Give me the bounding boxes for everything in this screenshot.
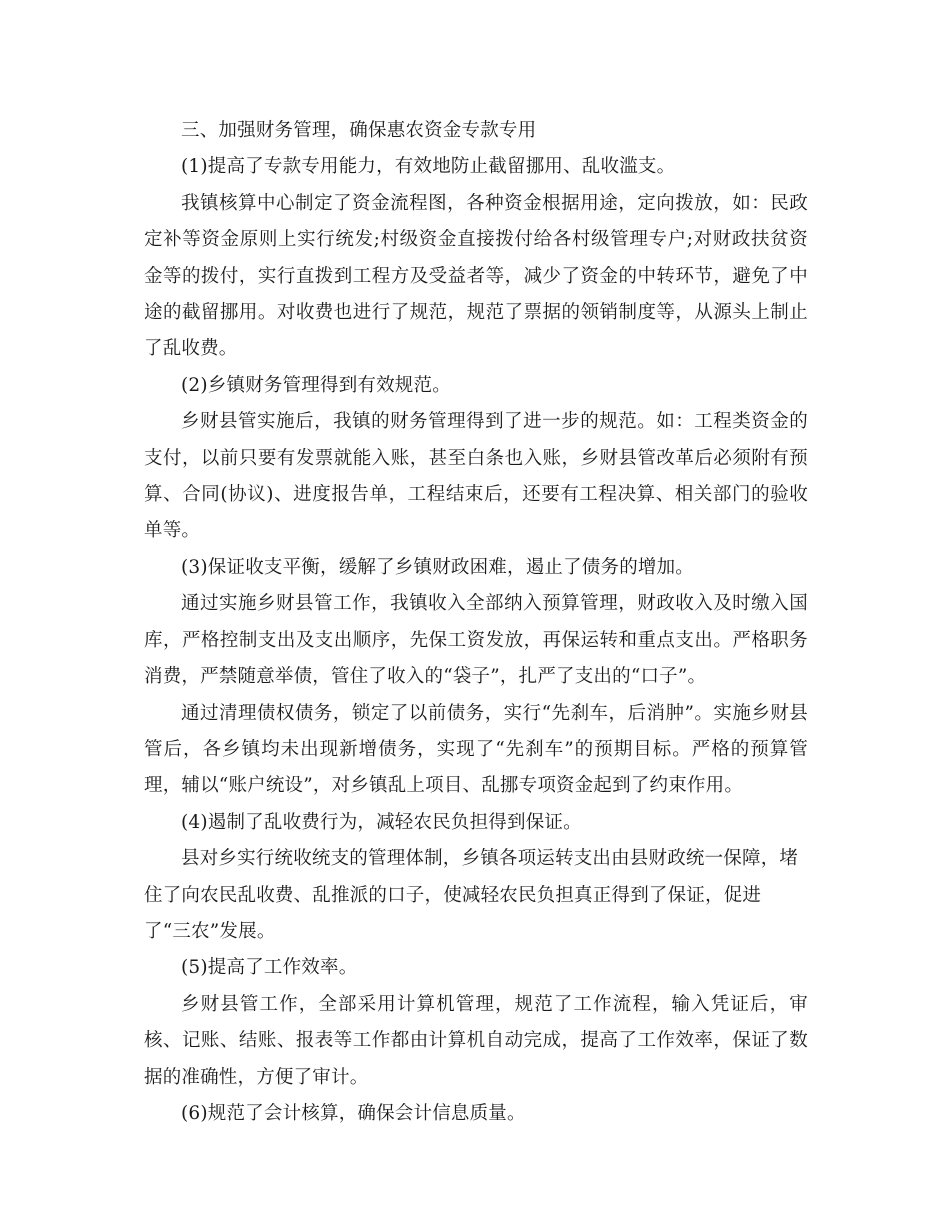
document-body (144, 113, 808, 1132)
paragraph-2: 乡财县管实施后，我镇的财务管理得到了进一步的规范。如：工程类资金的支付，以前只要有发票就能入账，甚至白条也入账，乡财县管改革后必须附有预算、合同(协议)、进度报告单，工程结束后，还要有工程决算、相关部门的验收单等。 (144, 411, 808, 542)
subheading-2: (2)乡镇财务管理得到有效规范。 (181, 374, 451, 396)
subheading-4: (4)遏制了乱收费行为，减轻农民负担得到保证。 (181, 811, 582, 833)
paragraph-3: 通过实施乡财县管工作，我镇收入全部纳入预算管理，财政收入及时缴入国库，严格控制支出及支出顺序，先保工资发放，再保运转和重点支出。严格职务消费，严禁随意举债，管住了收入的“袋子”，扎严了支出的“口子”。 (144, 593, 808, 688)
subheading-5: (5)提高了工作效率。 (181, 957, 358, 979)
section-heading: 三、加强财务管理，确保惠农资金专款专用 (181, 120, 537, 141)
paragraph-5: 县对乡实行统收统支的管理体制，乡镇各项运转支出由县财政统一保障，堵住了向农民乱收费、乱推派的口子，使减轻农民负担真正得到了保证，促进了“三农”发展。 (144, 848, 799, 942)
paragraph-1: 我镇核算中心制定了资金流程图，各种资金根据用途，定向拨放，如：民政定补等资金原则上实行统发;村级资金直接拨付给各村级管理专户;对财政扶贫资金等的拨付，实行直拨到工程方及受益者等，减少了资金的中转环节，避免了中途的截留挪用。对收费也进行了规范，规范了票据的领销制度等，从源头上制止了乱收费。 (144, 192, 808, 360)
paragraph-4: 通过清理债权债务，锁定了以前债务，实行“先刹车，后消肿”。实施乡财县管后，各乡镇均未出现新增债务，实现了“先刹车”的预期目标。严格的预算管理，辅以“账户统设”，对乡镇乱上项目、乱挪专项资金起到了约束作用。 (144, 702, 808, 797)
subheading-6: (6)规范了会计核算，确保会计信息质量。 (181, 1102, 526, 1124)
paragraph-6: 乡财县管工作，全部采用计算机管理，规范了工作流程，输入凭证后，审核、记账、结账、报表等工作都由计算机自动完成，提高了工作效率，保证了数据的准确性，方便了审计。 (144, 993, 808, 1088)
subheading-3: (3)保证收支平衡，缓解了乡镇财政困难，遏止了债务的增加。 (181, 556, 695, 578)
subheading-1: (1)提高了专款专用能力，有效地防止截留挪用、乱收滥支。 (181, 156, 676, 178)
